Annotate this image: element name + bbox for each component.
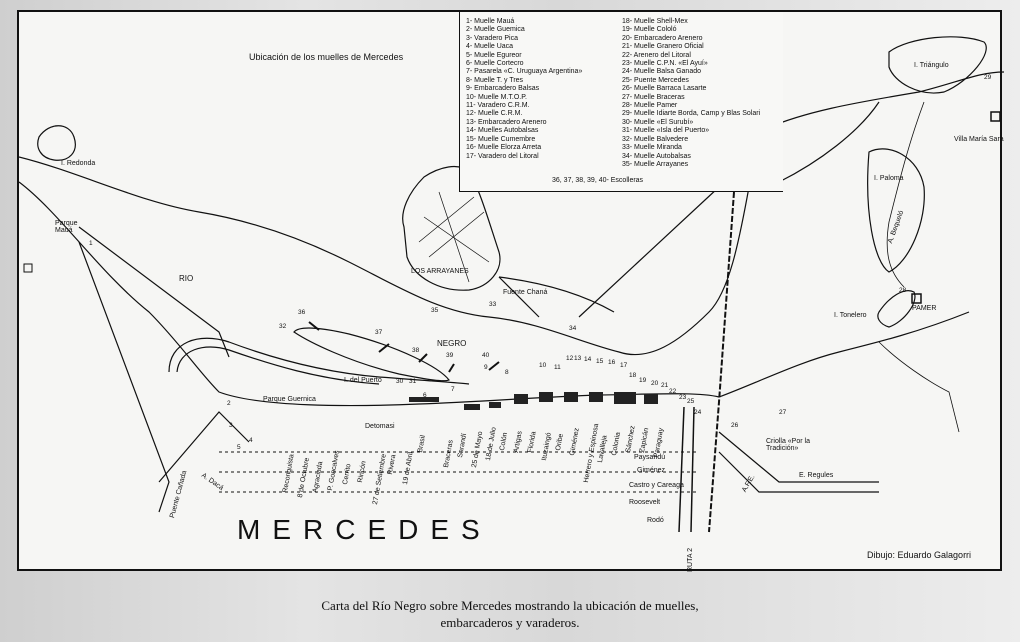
legend-item: 21- Muelle Granero Oficial: [622, 43, 704, 51]
legend-item: 35- Muelle Arrayanes: [622, 160, 689, 168]
street-label: 8 de Octubre: [297, 457, 311, 499]
legend-item: 16- Muelle Elorza Arreta: [466, 144, 542, 152]
label-isla-triangulo: I. Triángulo: [914, 62, 949, 69]
street-label: Sarandí: [457, 432, 469, 459]
dock-number: 8: [505, 369, 509, 376]
label-puente-canada: Puente Cañada: [169, 470, 189, 519]
label-gimenez: Giménez: [637, 467, 666, 474]
caption-line-2: embarcaderos y varaderos.: [440, 615, 580, 630]
street-label: 19 de Abril: [402, 451, 415, 486]
label-castro-careaga: Castro y Careaga: [629, 482, 684, 489]
street-label: Lavalleja: [597, 434, 609, 464]
label-parque-maua: Parque Mauá: [55, 220, 78, 234]
dock-number: 25: [687, 398, 695, 405]
street-label: P. Goncalves: [327, 449, 341, 492]
legend-footer: 36, 37, 38, 39, 40- Escolleras: [552, 177, 644, 184]
legend-item: 2- Muelle Guemica: [466, 26, 525, 34]
legend-item: 34- Muelle Autobalsas: [622, 152, 691, 160]
street-label: 27 de Setiembre: [372, 453, 388, 506]
legend-item: 29- Muelle Idiarte Borda, Camp y Blas Solari: [622, 110, 761, 118]
railway: [709, 192, 734, 532]
dock-number: 24: [694, 409, 702, 416]
label-fuente-chana: Fuente Chaná: [503, 289, 548, 296]
legend-column-1: [466, 18, 616, 161]
street-label: Ituzaingó: [541, 432, 553, 462]
dock-number: 12: [566, 355, 574, 362]
label-afe: A.F.E.: [741, 473, 757, 494]
street-label: Agraciada: [312, 460, 325, 494]
label-paysandu: Paysandú: [634, 454, 666, 461]
river-bank-east: [759, 72, 1004, 132]
dock-number: 4: [249, 437, 253, 444]
legend-item: 26- Muelle Barraca Lasarte: [622, 85, 707, 93]
isla-tonelero-outline: [878, 291, 915, 327]
legend-item: 27- Muelle Braceras: [622, 93, 685, 101]
legend-item: 17- Varadero del Litoral: [466, 152, 539, 160]
label-villa-maria-sara: Villa María Sara: [954, 136, 1004, 143]
dock-number: 23: [679, 394, 687, 401]
dock-number: 19: [639, 377, 647, 384]
dock-number: 32: [279, 323, 287, 330]
dock-number: 27: [779, 409, 787, 416]
label-isla-del-puerto: I. del Puerto: [344, 377, 382, 384]
legend-item: 14- Muelles Autobalsas: [466, 127, 539, 135]
legend-item: 25- Puente Mercedes: [622, 76, 689, 84]
dock-number: 18: [629, 372, 637, 379]
label-negro: NEGRO: [437, 339, 467, 348]
dock-number: 30: [396, 378, 404, 385]
legend-item: 28- Muelle Pamer: [622, 102, 678, 110]
label-arroyo-daca: A. Dacá: [199, 472, 225, 493]
dock-number: 11: [554, 364, 561, 371]
map-frame: [17, 10, 1002, 571]
street-label: 25 de Mayo: [471, 430, 485, 469]
legend-item: 22- Arenero del Litoral: [622, 51, 691, 59]
dock-number: 7: [451, 386, 455, 393]
label-parque-guernica: Parque Guernica: [263, 396, 316, 403]
legend-column-2: [622, 18, 782, 169]
label-pamer: PAMER: [912, 305, 937, 312]
dock-number: 21: [661, 382, 669, 389]
map-title: Ubicación de los muelles de Mercedes: [249, 52, 404, 62]
street-label: Cerrito: [342, 463, 353, 486]
dock-number: 37: [375, 329, 383, 336]
dock-number: 38: [412, 347, 420, 354]
city-name: MERCEDES: [237, 514, 492, 545]
dock-number: 1: [89, 240, 93, 247]
dock-number: 35: [431, 307, 439, 314]
legend-item: 23- Muelle C.P.N. «El Ayuí»: [622, 60, 708, 68]
label-isla-tonelero: I. Tonelero: [834, 312, 867, 319]
dock-number: 20: [651, 380, 659, 387]
label-isla-paloma: I. Paloma: [874, 175, 904, 182]
isla-redonda-outline: [38, 126, 76, 161]
dock-number: 26: [731, 422, 739, 429]
legend-item: 33- Muelle Miranda: [622, 144, 682, 152]
legend-item: 8- Muelle T. y Tres: [466, 76, 524, 84]
street-label: Zapicán: [639, 427, 651, 454]
figure-caption: [0, 597, 1020, 631]
label-arroyo-bequelo: A. Bequeló: [887, 209, 906, 245]
dock-number: 39: [446, 352, 454, 359]
dock-number: 3: [229, 422, 233, 429]
isla-paloma-outline: [868, 149, 925, 272]
dock-number: 13: [574, 355, 582, 362]
street-label: Florida: [527, 430, 538, 454]
dock-number: 34: [569, 325, 577, 332]
dock-number: 28: [899, 287, 907, 294]
legend-item: 10- Muelle M.T.O.P.: [466, 93, 527, 101]
street-label: Braceras: [443, 439, 455, 469]
dock-number: 16: [608, 359, 616, 366]
label-rodo: Rodó: [647, 517, 664, 524]
dock-number: 9: [484, 364, 488, 371]
parque-guernica-outline: [169, 338, 469, 384]
street-label: Reconquista: [282, 453, 296, 494]
ruta-2: [679, 407, 684, 532]
label-e-regules: E. Regules: [799, 472, 834, 479]
dock-number: 31: [409, 378, 417, 385]
dock-number: 17: [620, 362, 628, 369]
legend-item: 12- Muelle C.R.M.: [466, 110, 523, 118]
label-rio: RIO: [179, 274, 194, 283]
legend-item: 19- Muelle Cololó: [622, 26, 677, 34]
legend-item: 13- Embarcadero Arenero: [466, 118, 547, 126]
legend-item: 20- Embarcadero Arenero: [622, 34, 703, 42]
legend-item: 24- Muelle Balsa Ganado: [622, 68, 701, 76]
legend-item: 5- Muelle Egureor: [466, 51, 522, 59]
dock-number: 22: [669, 388, 677, 395]
street-label: Brasil: [417, 434, 427, 454]
label-detomasi: Detomasi: [365, 423, 395, 430]
dock-number: 10: [539, 362, 547, 369]
legend-item: 4- Muelle Uaca: [466, 43, 514, 51]
river-bank-south: [19, 182, 719, 406]
caption-line-1: Carta del Río Negro sobre Mercedes mostrando la ubicación de muelles,: [321, 598, 699, 613]
dock-number: 15: [596, 358, 604, 365]
legend-item: 9- Embarcadero Balsas: [466, 85, 540, 93]
label-roosevelt: Roosevelt: [629, 499, 661, 506]
legend-item: 7- Pasarela «C. Uruguaya Argentina»: [466, 68, 583, 76]
legend-item: 18- Muelle Shell-Mex: [622, 18, 688, 25]
legend-item: 31- Muelle «Isla del Puerto»: [622, 127, 710, 135]
dock-number: 29: [984, 74, 992, 81]
label-los-arrayanes: LOS ARRAYANES: [411, 268, 469, 275]
street-label: Paraguay: [653, 427, 666, 459]
legend-item: 3- Varadero Pica: [466, 34, 519, 42]
legend-item: 15- Muelle Cumembre: [466, 135, 536, 143]
legend-item: 32- Muelle Balvedere: [622, 135, 689, 143]
dock-number: 33: [489, 301, 497, 308]
label-criolla: Criolla «Por la Tradición»: [766, 438, 810, 452]
street-label: 18 de Julio: [485, 426, 498, 462]
legend-box: [459, 12, 783, 192]
street-label: Sánchez: [625, 425, 637, 454]
street-label: Giménez: [569, 427, 581, 457]
street-label: Rivera: [387, 454, 398, 476]
street-label: Colonia: [611, 431, 623, 457]
dock-number: 5: [237, 444, 241, 451]
legend-item: 1- Muelle Mauá: [466, 18, 515, 25]
legend-item: 11- Varadero C.R.M.: [466, 102, 530, 110]
dock-number: 2: [227, 400, 231, 407]
dock-number: 36: [298, 309, 306, 316]
label-ruta-2: RUTA 2: [687, 548, 694, 572]
dock-number: 14: [584, 356, 592, 363]
map-credit: Dibujo: Eduardo Galagorri: [867, 550, 972, 560]
street-label: Rincón: [357, 460, 368, 484]
legend-item: 30- Muelle «El Surubí»: [622, 118, 694, 126]
street-label: Artigas: [513, 430, 524, 454]
street-label: Colón: [499, 431, 510, 452]
dock-number: 40: [482, 352, 490, 359]
legend-item: 6- Muelle Cortecro: [466, 60, 524, 68]
street-label: Herrero y Espinosa: [583, 422, 601, 484]
dock-number: 6: [423, 392, 427, 399]
street-label: Oribe: [555, 433, 565, 452]
label-isla-redonda: I. Redonda: [61, 160, 96, 167]
